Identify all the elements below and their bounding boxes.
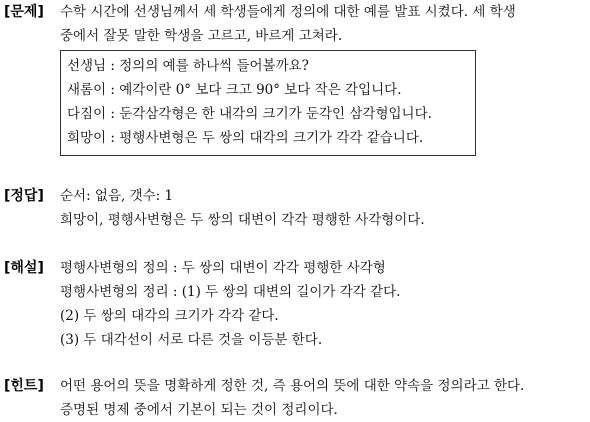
dialog-line-dajim: 다짐이 : 둔각삼각형은 한 내각의 크기가 둔각인 삼각형입니다. [67, 106, 432, 122]
hint-line: 어떤 용어의 뜻을 명확하게 정한 것, 즉 용어의 뜻에 대한 약속을 정의라고 한다. [60, 378, 525, 394]
explanation-tag: [해설] [4, 260, 44, 276]
explanation-line: 평행사변형의 정의 : 두 쌍의 대변이 각각 평행한 사각형 [60, 260, 386, 276]
dialog-line-saerom: 새롬이 : 예각이란 0° 보다 크고 90° 보다 작은 각입니다. [67, 82, 402, 98]
dialog-box [60, 50, 476, 156]
explanation-line: (2) 두 쌍의 대각의 크기가 각각 같다. [60, 308, 279, 324]
explanation-text [60, 256, 588, 352]
answer-line: 순서: 없음, 갯수: 1 [60, 188, 174, 204]
problem-tag: [문제] [4, 4, 44, 20]
explanation-line: 평행사변형의 정리 : (1) 두 쌍의 대변의 길이가 각각 같다. [60, 284, 401, 300]
answer-tag: [정답] [4, 188, 44, 204]
explanation-section [4, 256, 588, 356]
answer-text [60, 184, 588, 232]
explanation-line: (3) 두 대각선이 서로 다른 것을 이등분 한다. [60, 332, 323, 348]
problem-line: 중에서 잘못 말한 학생을 고르고, 바르게 고쳐라. [60, 28, 343, 44]
answer-section [4, 184, 588, 234]
answer-line: 희망이, 평행사변형은 두 쌍의 대변이 각각 평행한 사각형이다. [60, 212, 425, 228]
hint-line: 증명된 명제 중에서 기본이 되는 것이 정리이다. [60, 402, 338, 418]
hint-section [4, 374, 588, 422]
hint-tag: [힌트] [4, 378, 44, 394]
problem-text [60, 0, 588, 48]
problem-line: 수학 시간에 선생님께서 세 학생들에게 정의에 대한 예를 발표 시켰다. 세 학생 [60, 4, 516, 20]
problem-section [4, 0, 588, 160]
hint-text [60, 374, 588, 422]
dialog-line-teacher: 선생님 : 정의의 예를 하나씩 들어볼까요? [67, 58, 309, 74]
dialog-line-huimang: 희망이 : 평행사변형은 두 쌍의 대각의 크기가 각각 같습니다. [67, 130, 424, 146]
